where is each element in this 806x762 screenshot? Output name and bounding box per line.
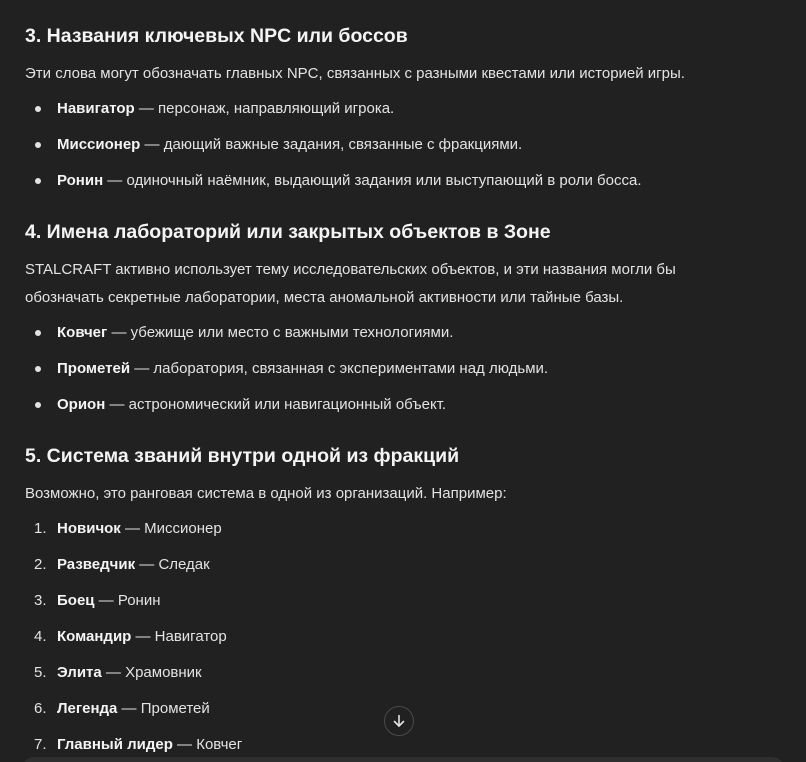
list-item-desc: — персонаж, направляющий игрока. [134, 100, 395, 117]
list-item-number: 5. [34, 664, 47, 681]
list-item-desc: — Ковчег [172, 736, 243, 753]
list-item-term: Ковчег [57, 324, 108, 341]
section-intro-line: STALCRAFT активно использует тему исследовательских объектов, и эти названия могли бы [25, 261, 676, 278]
list-item [25, 553, 785, 577]
list-item-desc: — Следак [135, 556, 210, 573]
list-item-term: Элита [57, 664, 102, 681]
list-item-number: 6. [34, 700, 47, 717]
list-item-desc: — Миссионер [120, 520, 222, 537]
list-item-term: Новичок [57, 520, 121, 537]
list-item-term: Прометей [57, 360, 131, 377]
section-intro: Эти слова могут обозначать главных NPC, связанных с разными квестами или историей игры. [25, 65, 685, 82]
list-item [25, 625, 785, 649]
list-item-term: Командир [57, 628, 132, 645]
section-intro [25, 256, 676, 312]
list-item [25, 589, 785, 613]
list-item [25, 357, 785, 381]
list-item-term: Орион [57, 396, 106, 413]
list-item-desc: — дающий важные задания, связанные с фракциями. [140, 136, 523, 153]
list-item-desc: — одиночный наёмник, выдающий задания или выступающий в роли босса. [103, 172, 642, 189]
scroll-to-bottom-button[interactable] [384, 706, 414, 736]
bullet-icon [35, 178, 41, 184]
bullet-list [25, 97, 785, 193]
section-intro: Возможно, это ранговая система в одной из организаций. Например: [25, 485, 507, 502]
list-item-desc: — Храмовник [101, 664, 202, 681]
list-item [25, 661, 785, 685]
list-item [25, 733, 785, 757]
list-item-desc: — лаборатория, связанная с экспериментами над людьми. [130, 360, 549, 377]
list-item-desc: — Прометей [117, 700, 210, 717]
bullet-icon [35, 142, 41, 148]
bullet-icon [35, 330, 41, 336]
list-item-number: 3. [34, 592, 47, 609]
list-item [25, 169, 785, 193]
list-item-term: Ронин [57, 172, 104, 189]
list-item-number: 7. [34, 736, 47, 753]
list-item-term: Разведчик [57, 556, 136, 573]
bullet-icon [35, 402, 41, 408]
section-heading: 3. Названия ключевых NPC или боссов [25, 25, 408, 47]
list-item-desc: — астрономический или навигационный объект. [105, 396, 447, 413]
list-item-number: 1. [34, 520, 47, 537]
section-heading: 5. Система званий внутри одной из фракций [25, 445, 460, 467]
list-item-number: 4. [34, 628, 47, 645]
list-item [25, 517, 785, 541]
list-item-term: Навигатор [57, 100, 135, 117]
section-intro-line: обозначать секретные лаборатории, места аномальной активности или тайные базы. [25, 289, 624, 306]
bullet-list [25, 321, 785, 417]
list-item-number: 2. [34, 556, 47, 573]
list-item-desc: — Навигатор [131, 628, 227, 645]
list-item [25, 97, 785, 121]
list-item [25, 133, 785, 157]
arrow-down-icon [391, 713, 407, 729]
section-heading: 4. Имена лабораторий или закрытых объектов в Зоне [25, 221, 551, 243]
list-item-term: Миссионер [57, 136, 141, 153]
bullet-icon [35, 366, 41, 372]
list-item [25, 321, 785, 345]
list-item-term: Боец [57, 592, 95, 609]
list-item-desc: — убежище или место с важными технологиями. [107, 324, 454, 341]
bullet-icon [35, 106, 41, 112]
list-item-term: Легенда [57, 700, 118, 717]
list-item-desc: — Ронин [94, 592, 161, 609]
list-item [25, 393, 785, 417]
composer-container[interactable] [22, 757, 784, 762]
list-item-term: Главный лидер [57, 736, 173, 753]
